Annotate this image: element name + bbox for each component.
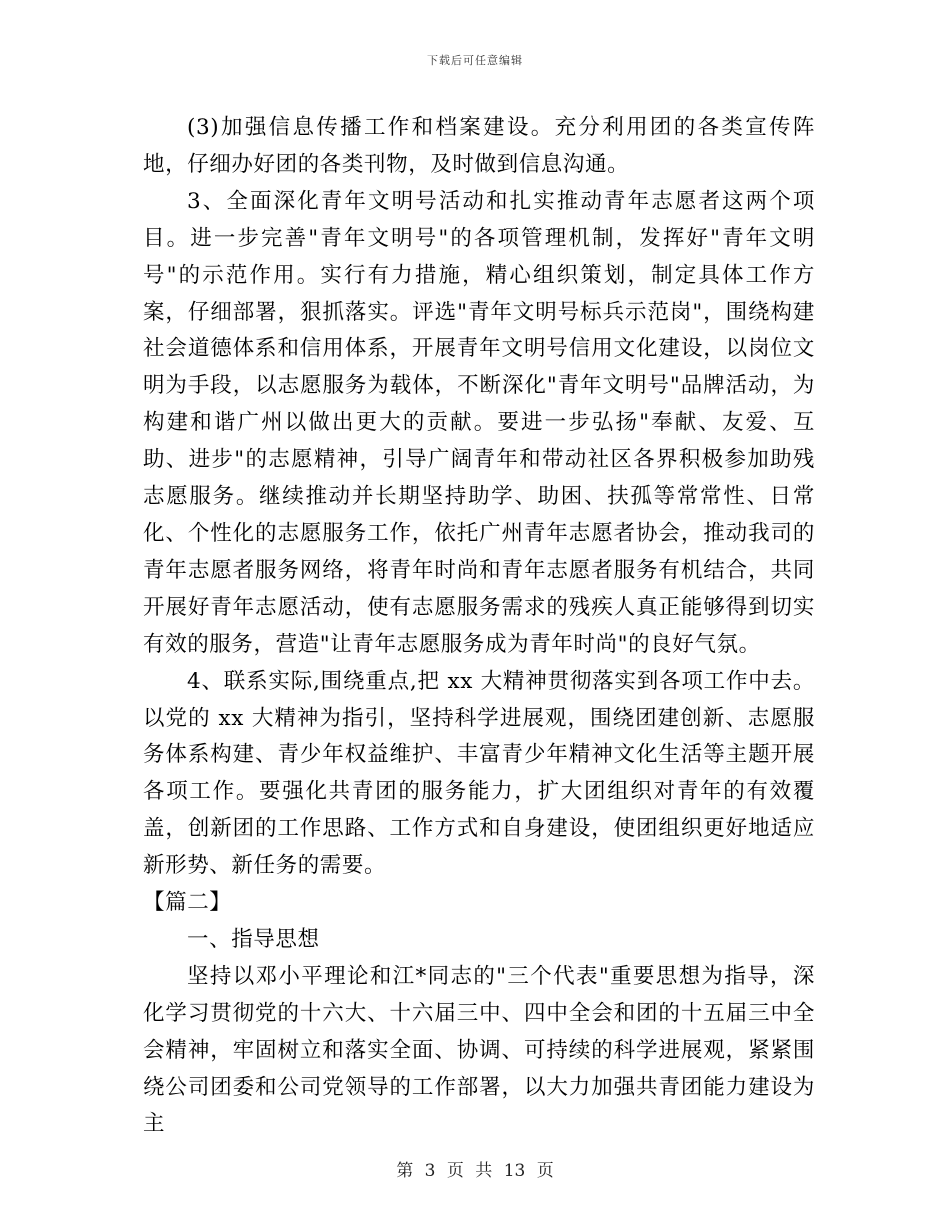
paragraph: 4、联系实际,围绕重点,把 xx 大精神贯彻落实到各项工作中去。以党的 xx 大精神为指引，坚持科学进展观，围绕团建创新、志愿服务体系构建、青少年权益维护、丰富青少年精神文化生活等主题开展各项工作。要强化共青团的服务能力，扩大团组织对青年的有效覆盖，创新团的工作思路、工作方式和自身建设，使团组织更好地适应新形势、新任务的需要。 — [143, 668, 815, 879]
section-heading: 【篇二】 — [143, 890, 232, 916]
subheading: 一、指导思想 — [187, 926, 320, 952]
paragraph: 3、全面深化青年文明号活动和扎实推动青年志愿者这两个项目。进一步完善"青年文明号"的各项管理机制，发挥好"青年文明号"的示范作用。实行有力措施，精心组织策划，制定具体工作方案，仔细部署，狠抓落实。评选"青年文明号标兵示范岗"，围绕构建社会道德体系和信用体系，开展青年文明号信用文化建设，以岗位文明为手段，以志愿服务为载体，不断深化"青年文明号"品牌活动，为构建和谐广州以做出更大的贡献。要进一步弘扬"奉献、友爱、互助、进步"的志愿精神，引导广阔青年和带动社区各界积极参加助残志愿服务。继续推动并长期坚持助学、助困、扶孤等常常性、日常化、个性化的志愿服务工作，依托广州青年志愿者协会，推动我司的青年志愿者服务网络，将青年时尚和青年志愿者服务有机结合，共同开展好青年志愿活动，使有志愿服务需求的残疾人真正能够得到切实有效的服务，营造"让青年志愿服务成为青年时尚"的良好气氛。 — [143, 188, 815, 657]
header-note: 下载后可任意编辑 — [427, 54, 523, 67]
page-footer: 第 3 页 共 13 页 — [396, 1161, 554, 1181]
document-body — [143, 110, 815, 1143]
paragraph: 坚持以邓小平理论和江*同志的"三个代表"重要思想为指导，深化学习贯彻党的十六大、十六届三中、四中全会和团的十五届三中全会精神，牢固树立和落实全面、协调、可持续的科学进展观，紧紧围绕公司团委和公司党领导的工作部署，以大力加强共青团能力建设为主 — [143, 963, 815, 1137]
paragraph: (3)加强信息传播工作和档案建设。充分利用团的各类宣传阵地，仔细办好团的各类刊物，及时做到信息沟通。 — [143, 115, 815, 177]
